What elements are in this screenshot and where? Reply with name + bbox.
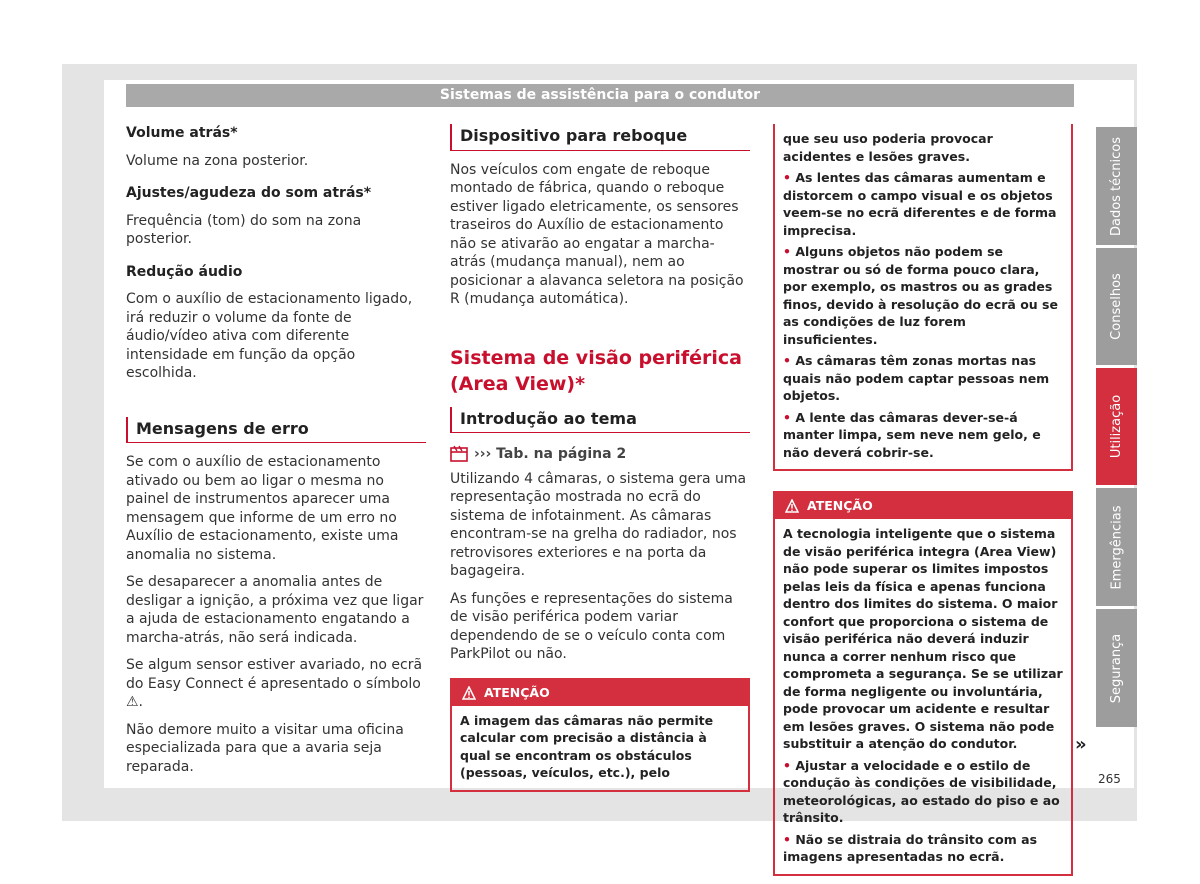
chapter-title: Sistema de visão periférica (Area View)* — [450, 346, 742, 395]
warning-label: ATENÇÃO — [807, 498, 873, 513]
warning-box — [450, 678, 750, 792]
page-number: 265 — [1098, 772, 1121, 786]
warning-box-2 — [773, 491, 1073, 876]
subheading-ajustes: Ajustes/agudeza do som atrás* — [126, 185, 372, 201]
warning-bullet — [783, 757, 1063, 827]
bullet-text: Ajustar a velocidade e o estilo de condução às condições de visibilidade, meteorológicas, ao estado do piso e ao trânsito. — [783, 757, 1060, 825]
warning-box-continued — [773, 124, 1073, 471]
bullet-icon: • — [783, 353, 796, 368]
bullet-text: Alguns objetos não podem se mostrar ou só de forma pouco clara, por exemplo, os mastros ou as grades finos, devido à resolução do ecrã ou se as condições de luz forem insuficientes. — [783, 244, 1058, 347]
column-2 — [450, 124, 750, 792]
section-heading-introducao: Introdução ao tema — [450, 407, 750, 434]
paragraph: As funções e representações do sistema de visão periférica podem variar dependendo de se o veículo conta com ParkPilot ou não. — [450, 590, 733, 662]
warning-body — [775, 124, 1071, 469]
tab-utilizacao[interactable] — [1096, 368, 1137, 485]
bullet-text: As câmaras têm zonas mortas nas quais não podem captar pessoas nem objetos. — [783, 353, 1050, 403]
page-header: Sistemas de assistência para o condutor — [126, 84, 1074, 107]
tab-label: Utilização — [1109, 394, 1124, 459]
bullet-text: A lente das câmaras dever-se-á manter limpa, sem neve nem gelo, e não deverá cobrir-se. — [783, 409, 1041, 460]
tab-dados-tecnicos[interactable] — [1096, 127, 1137, 245]
paragraph: Se desaparecer a anomalia antes de desligar a ignição, a próxima vez que ligar a ajuda de estacionamento engatando a marcha-atrás, não será indicada. — [126, 574, 424, 646]
warning-bullet — [783, 409, 1063, 462]
bullet-icon: • — [783, 409, 796, 425]
warning-icon — [462, 686, 476, 700]
paragraph: Se com o auxílio de estacionamento ativado ou bem ao ligar o mesma no painel de instrumentos aparecer uma mensagem que informe de um erro no Auxílio de estacionamento, existe uma anomalia no sistema. — [126, 454, 399, 563]
tab-label: Segurança — [1109, 633, 1124, 703]
paragraph: Utilizando 4 câmaras, o sistema gera uma representação mostrada no ecrã do sistema de infotainment. As câmaras encontram-se na grelha do radiador, nos retrovisores exteriores e na porta da bagageira. — [450, 470, 747, 579]
subheading-reducao: Redução áudio — [126, 263, 243, 280]
subheading-volume: Volume atrás* — [126, 125, 238, 141]
tab-label: Conselhos — [1109, 273, 1124, 340]
tab-seguranca[interactable] — [1096, 609, 1137, 727]
table-reference-link[interactable] — [450, 445, 750, 464]
bullet-text: As lentes das câmaras aumentam e distorcem o campo visual e os objetos veem-se no ecrã diferentes e de forma imprecisa. — [783, 170, 1057, 238]
warning-text: A tecnologia inteligente que o sistema de visão periférica integra (Area View) não pode superar os limites impostos pelas leis da física e apenas funciona dentro dos limites do sistema. O maior confort que proporciona o sistema de visão periférica não deverá induzir nunca a correr nenhum risco que comprometa a segurança. Se se utilizar de forma negligente ou involuntária, pode provocar um acidente e resultar em lesões graves. O sistema não pode substituir a atenção do condutor. — [783, 526, 1063, 751]
warning-body — [452, 706, 748, 790]
tab-conselhos[interactable] — [1096, 248, 1137, 365]
paragraph: Não demore muito a visitar uma oficina especializada para que a avaria seja reparada. — [126, 721, 404, 775]
tab-label: Dados técnicos — [1109, 136, 1124, 236]
table-reference-icon — [450, 445, 470, 463]
tab-label: Emergências — [1109, 505, 1125, 589]
bullet-icon: • — [783, 244, 796, 259]
paragraph: Nos veículos com engate de reboque montado de fábrica, quando o reboque estiver ligado eletricamente, os sensores traseiros do Auxílio de estacionamento não se ativarão ao engatar a marcha-atrás (mudança manual), nem ao posicionar a alavanca seletora na posição R (mudança automática). — [450, 161, 744, 307]
table-reference-text: ››› Tab. na página 2 — [474, 446, 627, 462]
paragraph: Frequência (tom) do som na zona posterior. — [126, 212, 362, 247]
warning-header — [775, 493, 1071, 519]
continue-chevron: » — [1075, 734, 1087, 755]
paragraph: Se algum sensor estiver avariado, no ecrã do Easy Connect é apresentado o símbolo ⚠. — [126, 657, 423, 710]
warning-bullet — [783, 243, 1063, 348]
tab-emergencias[interactable] — [1096, 488, 1137, 606]
paragraph: Com o auxílio de estacionamento ligado, irá reduzir o volume da fonte de áudio/vídeo ativa com diferente intensidade em função da opção escolhida. — [126, 291, 413, 381]
warning-bullet — [783, 169, 1063, 239]
bullet-icon: • — [783, 831, 796, 847]
column-1 — [126, 124, 426, 785]
warning-bullet — [783, 352, 1063, 405]
paragraph: Volume na zona posterior. — [126, 152, 309, 169]
bullet-icon: • — [783, 757, 796, 773]
warning-icon — [785, 499, 799, 513]
warning-body — [775, 519, 1071, 874]
warning-text: A imagem das câmaras não permite calcular com precisão a distância à qual se encontram os obstáculos (pessoas, veículos, etc.), pelo — [460, 712, 714, 780]
column-3 — [773, 124, 1073, 876]
bullet-icon: • — [783, 170, 796, 185]
warning-bullet — [783, 831, 1063, 866]
warning-header — [452, 680, 748, 706]
warning-text: que seu uso poderia provocar acidentes e lesões graves. — [783, 131, 993, 164]
section-heading-mensagens: Mensagens de erro — [126, 417, 426, 444]
bullet-text: Não se distraia do trânsito com as imagens apresentadas no ecrã. — [783, 831, 1038, 864]
section-heading-reboque: Dispositivo para reboque — [450, 124, 750, 151]
warning-label: ATENÇÃO — [484, 684, 550, 700]
